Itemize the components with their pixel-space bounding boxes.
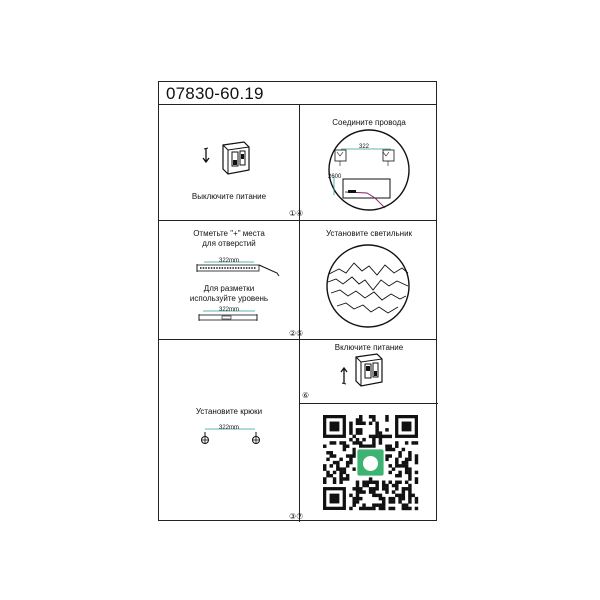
qr-module [385, 435, 388, 438]
qr-module [352, 454, 355, 457]
qr-module [359, 422, 362, 425]
qr-module [349, 494, 352, 497]
qr-module [356, 428, 359, 431]
qr-module [389, 471, 392, 474]
qr-module [326, 451, 329, 454]
qr-module [398, 471, 401, 474]
qr-module [356, 490, 359, 493]
qr-module [395, 441, 398, 444]
qr-module [385, 444, 388, 447]
qr-module [395, 481, 398, 484]
level-label-2: используйте уровень [189, 294, 269, 303]
qr-module [408, 490, 411, 493]
qr-module [395, 461, 398, 464]
qr-module [415, 471, 418, 474]
qr-module [369, 422, 372, 425]
qr-module [339, 474, 342, 477]
qr-module [389, 435, 392, 438]
qr-module [359, 490, 362, 493]
qr-module [415, 497, 418, 500]
qr-module [408, 507, 411, 510]
qr-module [346, 444, 349, 447]
qr-module [382, 484, 385, 487]
qr-module [382, 487, 385, 490]
hook-left-icon [202, 432, 209, 444]
qr-module [382, 481, 385, 484]
qr-module [405, 481, 408, 484]
qr-module [369, 435, 372, 438]
qr-module [408, 474, 411, 477]
qr-module [349, 428, 352, 431]
qr-module [366, 507, 369, 510]
qr-module [346, 461, 349, 464]
install-lamp-label: Установите светильник [325, 229, 413, 238]
qr-module [415, 454, 418, 457]
qr-module [369, 507, 372, 510]
step-number-1-4: ①④ [289, 209, 304, 218]
qr-module [372, 415, 375, 418]
qr-module [379, 431, 382, 434]
power-on-label: Включите питание [334, 343, 404, 352]
qr-module [395, 458, 398, 461]
qr-module [336, 464, 339, 467]
qr-module [382, 500, 385, 503]
panel-install-lamp [299, 220, 438, 339]
connect-dim-top: 322 [359, 144, 370, 150]
qr-module [389, 497, 392, 500]
step-number-6: ⑥ [302, 391, 310, 400]
qr-module [415, 500, 418, 503]
qr-module [323, 467, 326, 470]
qr-module [398, 454, 401, 457]
qr-module [382, 503, 385, 506]
qr-module [352, 448, 355, 451]
qr-module [405, 441, 408, 444]
qr-module [392, 500, 395, 503]
qr-module [333, 454, 336, 457]
qr-module [405, 458, 408, 461]
qr-module [395, 494, 398, 497]
qr-module [415, 481, 418, 484]
qr-module [389, 454, 392, 457]
panel-power-on [299, 339, 438, 403]
qr-module [395, 487, 398, 490]
qr-module [395, 484, 398, 487]
connect-dim-left: 2600 [328, 174, 342, 180]
qr-module [398, 497, 401, 500]
qr-module [408, 484, 411, 487]
qr-module [392, 497, 395, 500]
qr-module [379, 438, 382, 441]
qr-module [408, 458, 411, 461]
qr-module [372, 444, 375, 447]
qr-module [385, 454, 388, 457]
qr-module [349, 422, 352, 425]
qr-module [375, 503, 378, 506]
qr-module [366, 444, 369, 447]
qr-module [415, 458, 418, 461]
qr-module [359, 441, 362, 444]
qr-module [352, 441, 355, 444]
qr-module [356, 438, 359, 441]
qr-module [356, 494, 359, 497]
qr-module [352, 435, 355, 438]
qr-module [349, 461, 352, 464]
panel-mark-holes [159, 220, 304, 339]
qr-module [366, 481, 369, 484]
qr-module [402, 448, 405, 451]
step-number-3-7: ③⑦ [289, 512, 304, 521]
qr-module [389, 500, 392, 503]
qr-module [352, 451, 355, 454]
qr-module [382, 497, 385, 500]
qr-module [395, 444, 398, 447]
qr-module [402, 503, 405, 506]
qr-module [385, 448, 388, 451]
qr-module [362, 503, 365, 506]
qr-module [359, 431, 362, 434]
qr-module [362, 438, 365, 441]
qr-module [408, 471, 411, 474]
qr-module [395, 464, 398, 467]
qr-module [362, 507, 365, 510]
qr-module [411, 494, 414, 497]
panel-qr-code [299, 403, 438, 522]
qr-module [352, 503, 355, 506]
qr-module [415, 441, 418, 444]
qr-module [339, 458, 342, 461]
qr-module [385, 490, 388, 493]
qr-module [402, 464, 405, 467]
qr-module [375, 425, 378, 428]
qr-module [398, 500, 401, 503]
qr-module [402, 507, 405, 510]
qr-module [349, 507, 352, 510]
qr-module [359, 428, 362, 431]
qr-module [339, 471, 342, 474]
qr-module [405, 467, 408, 470]
qr-finder-core [330, 494, 340, 504]
qr-module [352, 467, 355, 470]
qr-module [389, 444, 392, 447]
qr-module [346, 464, 349, 467]
connect-wires-label: Соедините провода [332, 118, 406, 127]
qr-module [405, 503, 408, 506]
mark-dim-2: 322mm [219, 307, 240, 313]
qr-module [326, 471, 329, 474]
qr-module [405, 464, 408, 467]
qr-module [343, 467, 346, 470]
qr-module [398, 494, 401, 497]
qr-module [359, 487, 362, 490]
qr-module [362, 484, 365, 487]
qr-module [415, 461, 418, 464]
qr-module [405, 507, 408, 510]
qr-module [385, 418, 388, 421]
qr-module [323, 481, 326, 484]
qr-module [382, 507, 385, 510]
mark-dim-1: 322mm [219, 258, 240, 264]
qr-module [379, 441, 382, 444]
qr-module [349, 438, 352, 441]
hook-right-icon [253, 432, 260, 444]
qr-finder-core [330, 422, 340, 432]
qr-module [375, 487, 378, 490]
qr-module [359, 444, 362, 447]
panel-connect-wires [299, 105, 438, 220]
level-and-marking-diagram [159, 220, 299, 339]
qr-code[interactable] [323, 415, 418, 510]
qr-module [408, 454, 411, 457]
qr-module [356, 441, 359, 444]
qr-module [375, 428, 378, 431]
qr-module [369, 444, 372, 447]
qr-module [382, 435, 385, 438]
qr-module [411, 441, 414, 444]
qr-module [333, 461, 336, 464]
qr-module [408, 477, 411, 480]
qr-module [336, 467, 339, 470]
qr-module [352, 500, 355, 503]
qr-module [356, 497, 359, 500]
qr-module [379, 435, 382, 438]
qr-module [379, 497, 382, 500]
qr-module [372, 494, 375, 497]
qr-module [375, 494, 378, 497]
qr-module [359, 418, 362, 421]
mark-holes-label-2: для отверстий [202, 239, 256, 248]
qr-module [349, 425, 352, 428]
qr-module [346, 454, 349, 457]
qr-module [366, 484, 369, 487]
qr-module [339, 441, 342, 444]
instruction-sheet [158, 81, 437, 521]
qr-module [323, 444, 326, 447]
qr-module [369, 487, 372, 490]
power-off-label: Выключите питание [191, 192, 267, 201]
panel-power-off [159, 105, 304, 220]
qr-module [392, 484, 395, 487]
qr-module [392, 467, 395, 470]
qr-module [362, 444, 365, 447]
qr-module [389, 464, 392, 467]
qr-module [356, 487, 359, 490]
qr-module [398, 464, 401, 467]
qr-module [398, 481, 401, 484]
qr-module [398, 451, 401, 454]
qr-module [389, 507, 392, 510]
qr-module [372, 490, 375, 493]
qr-module [339, 477, 342, 480]
qr-module [379, 507, 382, 510]
qr-module [336, 461, 339, 464]
qr-module [359, 497, 362, 500]
qr-module [385, 484, 388, 487]
qr-module [356, 484, 359, 487]
qr-module [415, 507, 418, 510]
qr-module [375, 484, 378, 487]
qr-module [330, 464, 333, 467]
qr-module [379, 494, 382, 497]
qr-module [392, 490, 395, 493]
qr-module [402, 490, 405, 493]
qr-module [402, 461, 405, 464]
qr-module [372, 503, 375, 506]
qr-finder-core [402, 422, 412, 432]
qr-module [372, 441, 375, 444]
qr-module [369, 490, 372, 493]
qr-module [333, 471, 336, 474]
qr-module [398, 474, 401, 477]
switchbox-off-illustration [159, 105, 299, 220]
qr-module [372, 438, 375, 441]
qr-module [372, 487, 375, 490]
qr-module [343, 444, 346, 447]
qr-module [392, 448, 395, 451]
qr-module [346, 474, 349, 477]
qr-module [333, 481, 336, 484]
qr-module [323, 464, 326, 467]
qr-module [343, 441, 346, 444]
qr-module [330, 441, 333, 444]
qr-module [415, 477, 418, 480]
qr-module [343, 477, 346, 480]
qr-module [405, 461, 408, 464]
qr-module [379, 503, 382, 506]
qr-module [369, 481, 372, 484]
qr-module [408, 451, 411, 454]
arrow-up-icon [341, 368, 347, 383]
qr-module [408, 497, 411, 500]
qr-module [408, 467, 411, 470]
qr-module [362, 490, 365, 493]
arrow-down-icon [203, 148, 209, 162]
qr-module [395, 474, 398, 477]
qr-module [326, 458, 329, 461]
qr-module [375, 435, 378, 438]
qr-module [408, 494, 411, 497]
qr-module [333, 477, 336, 480]
qr-module [326, 474, 329, 477]
qr-module [349, 431, 352, 434]
qr-module [385, 487, 388, 490]
qr-module [389, 448, 392, 451]
qr-module [385, 458, 388, 461]
qr-module [359, 415, 362, 418]
qr-module [330, 451, 333, 454]
qr-module [385, 428, 388, 431]
switchbox-on-illustration [299, 339, 438, 403]
qr-module [349, 454, 352, 457]
qr-module [359, 507, 362, 510]
install-hooks-label: Установите крюки [195, 407, 263, 416]
level-label-1: Для разметки [203, 284, 255, 293]
qr-module [405, 471, 408, 474]
step-number-2-5: ②⑤ [289, 329, 304, 338]
qr-module [356, 431, 359, 434]
qr-module [333, 441, 336, 444]
qr-module [362, 481, 365, 484]
product-code: 07830-60.19 [166, 84, 264, 103]
qr-module [372, 418, 375, 421]
mark-holes-label-1: Отметьте "+" места [193, 229, 265, 238]
qr-module [375, 431, 378, 434]
qr-module [339, 481, 342, 484]
qr-module [356, 418, 359, 421]
panel-install-hooks [159, 339, 304, 522]
qr-module [375, 481, 378, 484]
qr-module [389, 481, 392, 484]
qr-module [330, 474, 333, 477]
qr-module [330, 454, 333, 457]
qr-badge-logo-icon [363, 456, 378, 471]
qr-module [402, 487, 405, 490]
qr-module [385, 415, 388, 418]
qr-module [343, 471, 346, 474]
qr-module [372, 435, 375, 438]
qr-module [402, 494, 405, 497]
qr-module [349, 458, 352, 461]
qr-module [408, 487, 411, 490]
qr-module [369, 415, 372, 418]
qr-module [323, 477, 326, 480]
sheet-title-bar [159, 82, 436, 105]
qr-module [356, 500, 359, 503]
qr-module [372, 507, 375, 510]
qr-module [392, 507, 395, 510]
qr-module [352, 487, 355, 490]
qr-module [339, 467, 342, 470]
qr-module [375, 422, 378, 425]
qr-module [372, 481, 375, 484]
wiring-diagram [299, 105, 438, 220]
qr-module [356, 422, 359, 425]
qr-module [402, 497, 405, 500]
qr-module [343, 448, 346, 451]
qr-module [346, 477, 349, 480]
qr-module [352, 497, 355, 500]
qr-module [356, 481, 359, 484]
qr-module [405, 487, 408, 490]
lamp-mountain-illustration [299, 220, 438, 339]
qr-module [362, 422, 365, 425]
qr-module [408, 500, 411, 503]
qr-module [369, 477, 372, 480]
hooks-dim: 322mm [219, 425, 240, 431]
